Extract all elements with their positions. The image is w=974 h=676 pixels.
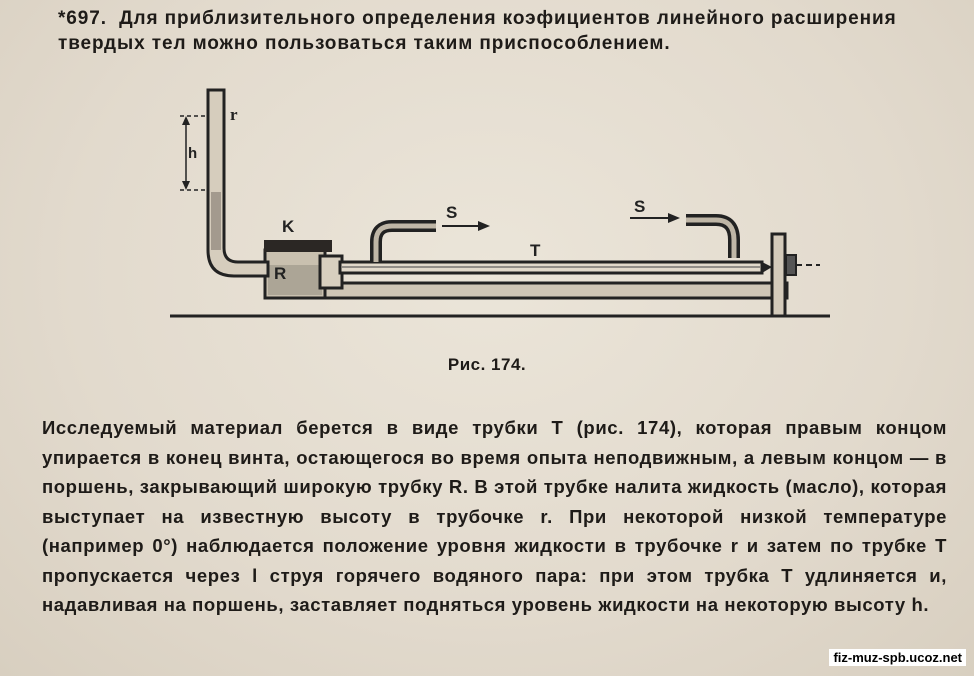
label-s-left: S	[446, 203, 458, 222]
label-h: h	[188, 145, 198, 162]
screw	[786, 255, 796, 275]
base-plate	[325, 283, 787, 298]
problem-number: *697.	[58, 8, 107, 29]
label-k: K	[282, 217, 295, 236]
label-r: r	[230, 105, 238, 124]
steam-inlet	[376, 226, 436, 262]
figure-caption: Рис. 174.	[447, 355, 527, 374]
right-support	[772, 234, 785, 316]
label-s-right: S	[634, 197, 646, 216]
site-watermark: fiz-muz-spb.ucoz.net	[829, 649, 966, 666]
cap-K	[264, 240, 332, 252]
figure-174-diagram	[160, 80, 840, 320]
problem-statement	[58, 6, 958, 56]
label-t: T	[530, 241, 541, 260]
label-R: R	[274, 264, 287, 283]
problem-body-text: Исследуемый материал берется в виде трубки T (рис. 174), которая правым концом упирается в конец винта, остающегося во время опыта неподвижным, а левым концом — в поршень, закрывающий широкую трубку R. В этой трубке налита жидкость (масло), которая выступает на известную высоту в трубочке r. При некоторой низкой температуре (например 0°) наблюдается положение уровня жидкости в трубочке r и затем по трубке T пропускается через l струя горячего водяного пара: при этом трубка T удлиняется и, надавливая на поршень, заставляет подняться уровень жидкости на некоторую высоту h.	[42, 417, 947, 615]
problem-intro: Для приблизительного определения коэфициентов линейного расширения твердых тел можно пользоваться таким приспособлением.	[58, 8, 897, 54]
liquid-r	[211, 192, 221, 250]
